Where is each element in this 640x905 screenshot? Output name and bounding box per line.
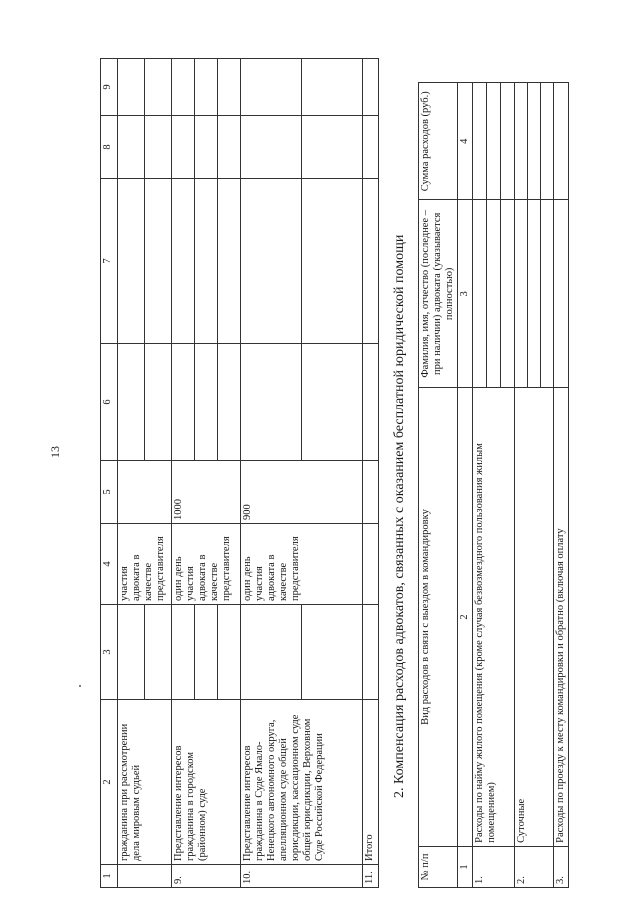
fees-table — [100, 58, 379, 888]
header-num: № п/п — [419, 846, 458, 887]
sub-cells — [172, 179, 241, 344]
col-number: 9 — [101, 59, 118, 116]
sub-cells — [473, 200, 515, 388]
table-row — [172, 59, 241, 888]
header-row — [419, 83, 458, 888]
table-row — [118, 59, 172, 888]
sub-cells — [241, 344, 363, 461]
row-rate: 1000 — [172, 461, 241, 524]
col-number: 3 — [101, 605, 118, 700]
sub-cells — [118, 179, 172, 344]
row-kind: Расходы по проезду к месту командировки и обратно (включая оплату — [554, 388, 569, 847]
table-row — [515, 83, 554, 888]
row-number: 1. — [473, 846, 515, 887]
sub-cells — [515, 83, 554, 200]
col-number: 5 — [101, 461, 118, 524]
sub-cells — [241, 605, 363, 700]
col-number: 1 — [101, 865, 118, 888]
section-title: 2. Компенсация расходов адвокатов, связанных с оказанием бесплатной юридической помощи — [392, 234, 407, 798]
table-row — [554, 83, 569, 888]
expenses-table — [418, 82, 569, 888]
row-description: Представление интересов гражданина в городском (районном) суде — [172, 700, 241, 865]
row-description: гражданина при рассмотрении дела мировым судьей — [118, 700, 172, 865]
row-rate: 900 — [241, 461, 363, 524]
column-number-row — [101, 59, 118, 888]
sub-cells — [515, 200, 554, 388]
col-number: 4 — [101, 524, 118, 605]
page-number: 13 — [48, 446, 62, 458]
sub-cells — [118, 344, 172, 461]
col-number: 3 — [458, 200, 473, 388]
col-number: 2 — [101, 700, 118, 865]
row-number: 9. — [172, 865, 241, 888]
sub-cells — [241, 179, 363, 344]
rotated-page-content — [100, 68, 570, 888]
sub-cells — [241, 59, 363, 116]
col-number: 7 — [101, 179, 118, 344]
row-number: 10. — [241, 865, 363, 888]
column-number-row — [458, 83, 473, 888]
scan-speck — [79, 685, 81, 687]
sub-cells — [241, 116, 363, 179]
sub-cells — [118, 116, 172, 179]
row-description: Итого — [363, 700, 379, 865]
row-unit: участия адвоката в качестве представителя — [118, 524, 172, 605]
row-number: 3. — [554, 846, 569, 887]
sub-cells — [172, 605, 241, 700]
sub-cells — [172, 59, 241, 116]
row-number — [118, 865, 172, 888]
col-number: 1 — [458, 846, 473, 887]
header-name: Фамилия, имя, отчество (последнее – при наличии) адвоката (указывается полностью) — [419, 200, 458, 388]
sub-cells — [473, 83, 515, 200]
sub-cells — [172, 116, 241, 179]
row-kind: Суточные — [515, 388, 554, 847]
row-unit: один день участия адвоката в качестве представителя — [241, 524, 363, 605]
sub-cells — [118, 59, 172, 116]
sub-cells — [118, 605, 172, 700]
sub-cells — [172, 344, 241, 461]
header-sum: Сумма расходов (руб.) — [419, 83, 458, 200]
table-row — [473, 83, 515, 888]
row-unit: один день участия адвоката в качестве представителя — [172, 524, 241, 605]
row-description: Представление интересов гражданина в Суде Ямало-Ненецкого автономного округа, апелляционном суде общей юрисдикции, кассационном суде общей юрисдикции, Верховном Суде Российской Федерации — [241, 700, 363, 865]
header-kind: Вид расходов в связи с выездом в командировку — [419, 388, 458, 847]
col-number: 6 — [101, 344, 118, 461]
row-kind: Расходы по найму жилого помещения (кроме случая безвозмездного пользования жилым помещением) — [473, 388, 515, 847]
row-rate — [118, 461, 172, 524]
row-number: 2. — [515, 846, 554, 887]
table-row — [241, 59, 363, 888]
table-row — [363, 59, 379, 888]
row-number: 11. — [363, 865, 379, 888]
col-number: 8 — [101, 116, 118, 179]
col-number: 4 — [458, 83, 473, 200]
col-number: 2 — [458, 388, 473, 847]
